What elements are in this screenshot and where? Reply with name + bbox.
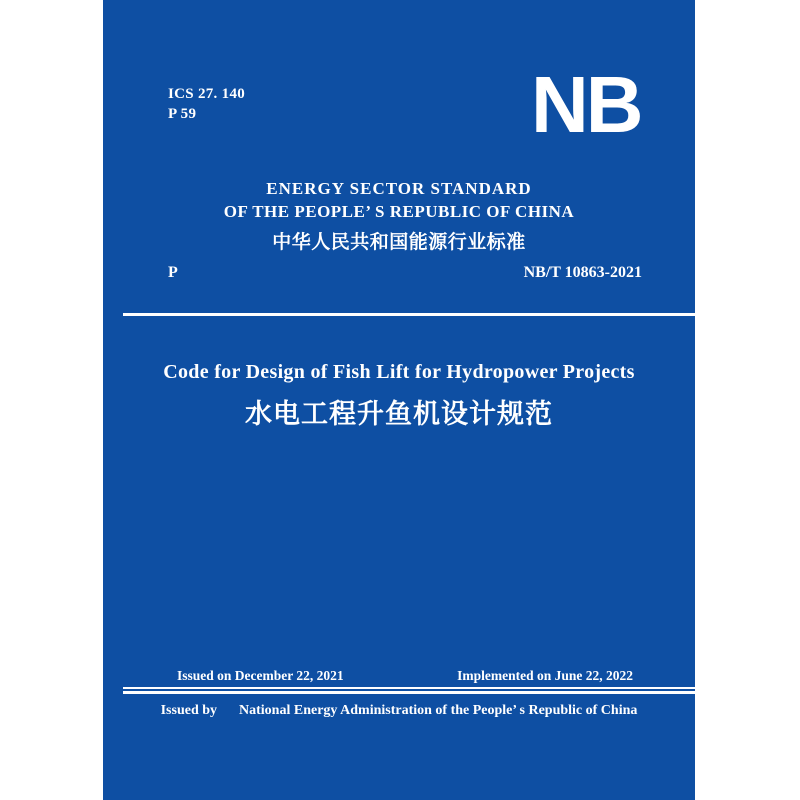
standard-name-en-line1: ENERGY SECTOR STANDARD (266, 179, 532, 198)
doc-class-code: P 59 (168, 106, 197, 122)
issued-on-date: Issued on December 22, 2021 (177, 668, 344, 683)
nb-logo: NB (531, 60, 641, 149)
issued-by-label: Issued by (160, 703, 218, 718)
issued-by-row (103, 701, 695, 720)
footer-rule-thick (123, 691, 695, 694)
dates-row (177, 667, 633, 685)
title-en: Code for Design of Fish Lift for Hydropower Projects (163, 361, 635, 383)
standard-name-zh: 中华人民共和国能源行业标准 (272, 232, 526, 253)
cover (103, 0, 695, 800)
class-letter: P (168, 264, 178, 281)
footer-double-rule (123, 687, 695, 694)
implemented-on-date: Implemented on June 22, 2022 (457, 668, 633, 683)
doc-number: NB/T 10863-2021 (523, 264, 642, 281)
header-rule (123, 313, 695, 316)
ics-block (168, 84, 245, 124)
title-zh: 水电工程升鱼机设计规范 (245, 399, 553, 429)
ics-code: ICS 27. 140 (168, 86, 246, 102)
standard-name-en-line2: OF THE PEOPLE’ S REPUBLIC OF CHINA (223, 202, 575, 221)
issued-by-value: National Energy Administration of the People’ s Republic of China (239, 703, 638, 718)
class-number-row (168, 263, 642, 283)
